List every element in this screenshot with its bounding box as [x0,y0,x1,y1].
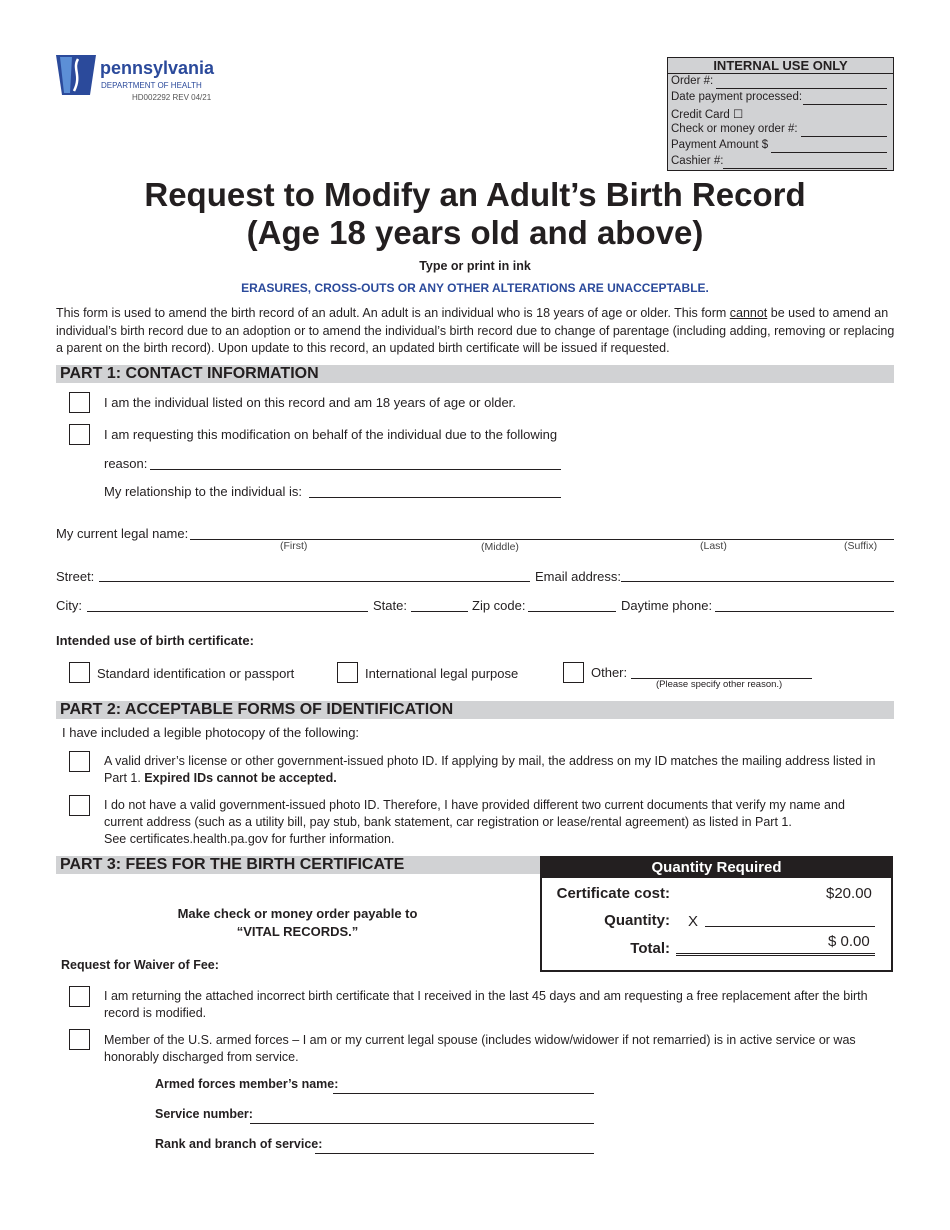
name-first-hint: (First) [280,540,308,552]
reason-field[interactable] [150,469,561,470]
cost-value: $20.00 [826,885,872,902]
intended-use-label: Intended use of birth certificate: [56,633,254,648]
use-standard-checkbox[interactable] [69,662,90,683]
internal-cashier: Cashier #: [671,155,724,167]
self-option-label: I am the individual listed on this record and am 18 years of age or older. [104,395,516,410]
total-label: Total: [630,940,670,957]
member-name-field[interactable] [333,1093,594,1094]
intro-paragraph: This form is used to amend the birth record of an adult. An adult is an individual who is 18 years of age or older. This form cannot be used to amend an individual’s birth record due to an adoption or to amend the individual’s birth record due to change of parentage (including adding, removing or replacing a parent on the birth record). Upon update to this record, an updated birth certificate will be issued if requested. [56,306,895,355]
waiver-label: Request for Waiver of Fee: [61,958,219,972]
name-suffix-hint: (Suffix) [844,540,878,552]
internal-use-title: INTERNAL USE ONLY [668,58,893,74]
behalf-checkbox[interactable] [69,424,90,445]
use-international-checkbox[interactable] [337,662,358,683]
city-label: City: [56,598,82,613]
legal-name-label: My current legal name: [56,526,189,541]
waiver-return-text: I am returning the attached incorrect birth certificate that I received in the last 45 days and am requesting a free replacement after the birth record is modified. [104,989,868,1020]
part3-heading: PART 3: FEES FOR THE BIRTH CERTIFICATE [56,856,540,874]
name-middle-hint: (Middle) [481,541,519,553]
form-title-line2: (Age 18 years old and above) [246,214,704,251]
waiver-return-checkbox[interactable] [69,986,90,1007]
waiver-military-checkbox[interactable] [69,1029,90,1050]
street-field[interactable] [99,581,530,582]
relationship-label: My relationship to the individual is: [104,484,302,499]
photo-id-option: A valid driver’s license or other government-issued photo ID. If applying by mail, the address on my ID matches the mailing address listed in Part 1. Expired IDs cannot be accepted. [104,754,876,785]
service-number-label: Service number: [155,1107,253,1121]
self-checkbox[interactable] [69,392,90,413]
pa-logo [56,55,216,103]
documents-checkbox[interactable] [69,795,90,816]
quantity-header: Quantity Required [542,858,891,878]
logo-wordmark: pennsylvania [100,58,215,78]
internal-check: Check or money order #: [671,123,798,135]
name-last-hint: (Last) [700,540,727,552]
total-field[interactable] [676,953,875,956]
quantity-multiply: X [688,913,699,930]
use-other-label: Other: [591,665,628,680]
internal-use-box [667,57,894,171]
total-value: $ 0.00 [828,933,870,950]
waiver-military-text: Member of the U.S. armed forces – I am or my current legal spouse (includes widow/widower if not remarried) is in active service or was honorably discharged from service. [104,1033,856,1064]
ink-instruction: Type or print in ink [419,259,531,273]
use-other-checkbox[interactable] [563,662,584,683]
internal-date-processed: Date payment processed: [671,91,803,103]
member-name-label: Armed forces member’s name: [155,1077,339,1091]
behalf-option-label: I am requesting this modification on behalf of the individual due to the following [104,427,558,442]
service-number-field[interactable] [250,1123,594,1124]
logo-department: DEPARTMENT OF HEALTH [101,81,202,90]
rank-label: Rank and branch of service: [155,1137,323,1151]
cost-label: Certificate cost: [556,885,670,902]
alterations-warning: ERASURES, CROSS-OUTS OR ANY OTHER ALTERATIONS ARE UNACCEPTABLE. [241,281,709,295]
payable-instruction: Make check or money order payable to “VITAL RECORDS.” [177,906,418,939]
city-field[interactable] [87,611,368,612]
rank-field[interactable] [315,1153,594,1154]
relationship-field[interactable] [309,497,561,498]
internal-credit-card: Credit Card ☐ [671,109,744,121]
reason-label: reason: [104,456,148,471]
quantity-field[interactable] [705,926,875,927]
keystone-logo-icon [56,55,96,95]
use-international-label: International legal purpose [365,666,519,681]
quantity-box [540,856,893,972]
form-code: HD002292 REV 04/21 [132,93,212,102]
state-field[interactable] [411,611,468,612]
use-standard-label: Standard identification or passport [97,666,295,681]
documents-option: I do not have a valid government-issued photo ID. Therefore, I have provided different two current documents that verify my name and current address (such as a utility bill, pay stub, bank statement, car registration or lease/rental agreement) as listed in Part 1. See certificates.health.pa.gov for further information. [104,798,845,846]
quantity-label: Quantity: [604,912,670,929]
internal-amount: Payment Amount $ [671,139,769,151]
included-statement: I have included a legible photocopy of the following: [62,725,360,740]
email-field[interactable] [621,581,894,582]
photo-id-checkbox[interactable] [69,751,90,772]
zip-label: Zip code: [472,598,526,613]
form-title-line1: Request to Modify an Adult’s Birth Record [144,176,806,213]
email-label: Email address: [535,569,621,584]
part2-heading: PART 2: ACCEPTABLE FORMS OF IDENTIFICATION [56,701,894,719]
phone-label: Daytime phone: [621,598,713,613]
part1-heading: PART 1: CONTACT INFORMATION [56,365,894,383]
expired-ids-note: Expired IDs cannot be accepted. [144,771,337,785]
cannot-emphasis: cannot [729,306,768,320]
street-label: Street: [56,569,95,584]
use-other-hint: (Please specify other reason.) [656,679,783,690]
state-label: State: [373,598,407,613]
phone-field[interactable] [715,611,894,612]
internal-order: Order #: [671,75,714,87]
zip-field[interactable] [528,611,616,612]
